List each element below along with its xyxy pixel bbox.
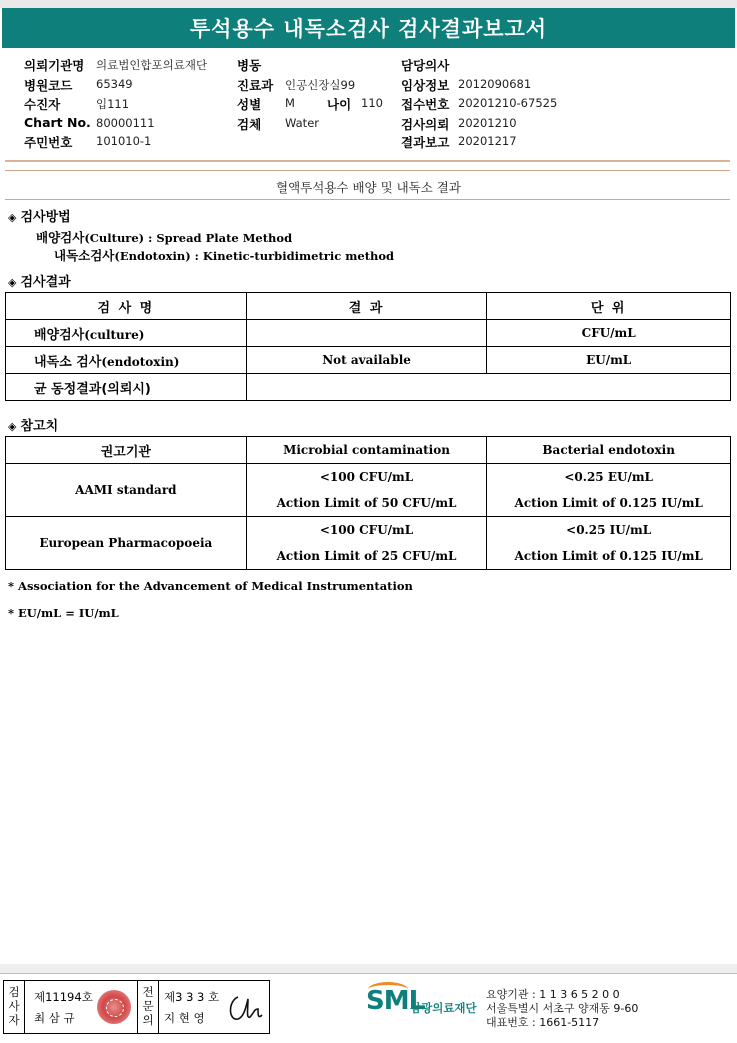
info-label: 성별 xyxy=(237,97,262,112)
column-header: 단 위 xyxy=(487,293,731,320)
divider xyxy=(5,199,730,200)
info-label: 검체 xyxy=(237,117,262,132)
expert-label-text: 전문의 xyxy=(142,985,154,1027)
info-value: 80000111 xyxy=(96,116,155,130)
info-label: 임상정보 xyxy=(401,78,450,93)
diamond-icon: ◈ xyxy=(8,276,17,289)
test-name-cell xyxy=(6,320,247,347)
reference-section-title xyxy=(8,415,58,434)
info-value: 110 xyxy=(361,96,383,110)
info-label: 의뢰기관명 xyxy=(24,58,85,73)
info-label: 접수번호 xyxy=(401,97,450,112)
footer-line: 대표번호 : 1661-5117 xyxy=(486,1016,600,1029)
sml-logo xyxy=(366,986,477,1016)
info-label: 주민번호 xyxy=(24,135,73,150)
result-cell xyxy=(246,374,730,401)
tester-label xyxy=(4,981,24,1033)
limit-value: <100 CFU/mL xyxy=(319,523,414,537)
table-row xyxy=(6,374,731,401)
divider xyxy=(158,981,159,1033)
column-header: Microbial contamination xyxy=(246,437,487,464)
info-label: 병원코드 xyxy=(24,78,73,93)
expert-license: 제3 3 3 호 xyxy=(164,990,220,1004)
expert-label xyxy=(138,981,158,1033)
report-heading: 혈액투석용수 배양 및 내독소 결과 xyxy=(276,180,461,195)
info-label: 병동 xyxy=(237,58,262,73)
info-label: 진료과 xyxy=(237,78,274,93)
table-row xyxy=(6,517,731,570)
culture-method xyxy=(36,228,292,246)
bottom-strip xyxy=(0,964,737,973)
footnote: * Association for the Advancement of Medical Instrumentation xyxy=(8,579,413,593)
result-cell: Not available xyxy=(246,347,487,374)
logo-org-name: 삼광의료재단 xyxy=(410,1001,477,1015)
results-table xyxy=(5,292,731,401)
column-header: 권고기관 xyxy=(6,437,247,464)
info-label: 검사의뢰 xyxy=(401,117,450,132)
micro-cell xyxy=(246,464,487,517)
expert-name: 지 현 영 xyxy=(164,1011,205,1025)
info-label: Chart No. xyxy=(24,115,91,130)
info-label: 담당의사 xyxy=(401,58,450,73)
test-name-cell xyxy=(6,374,247,401)
footer-address xyxy=(486,988,638,1030)
info-value: M xyxy=(285,96,295,110)
column-header: 검 사 명 xyxy=(6,293,247,320)
footnote: * EU/mL = IU/mL xyxy=(8,606,119,620)
endotoxin-method xyxy=(54,246,394,264)
tester-name: 최 삼 규 xyxy=(34,1011,75,1025)
method-label: 내독소검사 xyxy=(54,248,115,263)
info-label: 나이 xyxy=(327,97,352,112)
test-name-ko: 내독소 검사 xyxy=(34,354,102,370)
diamond-icon: ◈ xyxy=(8,211,17,224)
info-value: Water xyxy=(285,116,319,130)
table-header-row xyxy=(6,293,731,320)
divider xyxy=(24,981,25,1033)
signature-box xyxy=(3,980,270,1034)
result-cell xyxy=(246,320,487,347)
limit-value: <0.25 IU/mL xyxy=(566,523,652,537)
divider xyxy=(0,973,737,974)
info-value: 2012090681 xyxy=(458,77,532,91)
footer-line: 서울특별시 서초구 양재동 9-60 xyxy=(486,1002,639,1015)
test-name-ko: 배양검사 xyxy=(34,327,85,343)
info-value: 101010-1 xyxy=(96,134,152,148)
micro-cell xyxy=(246,517,487,570)
table-header-row xyxy=(6,437,731,464)
handwritten-signature xyxy=(224,987,266,1027)
info-label: 결과보고 xyxy=(401,135,450,150)
info-value: 인공신장실99 xyxy=(285,78,356,92)
divider xyxy=(5,160,730,162)
org-cell: European Pharmacopoeia xyxy=(6,517,247,570)
endo-cell xyxy=(487,464,731,517)
footer-line: 요양기관 : 1 1 3 6 5 2 0 0 xyxy=(486,988,620,1001)
method-section-title xyxy=(8,206,71,225)
action-limit: Action Limit of 25 CFU/mL xyxy=(276,549,457,563)
seal-stamp xyxy=(97,990,131,1024)
top-strip xyxy=(0,0,737,8)
report-title: 투석용수 내독소검사 검사결과보고서 xyxy=(2,8,735,48)
table-row xyxy=(6,347,731,374)
method-text: (Culture) : Spread Plate Method xyxy=(84,231,293,245)
org-cell: AAMI standard xyxy=(6,464,247,517)
info-value: 20201217 xyxy=(458,134,517,148)
tester-label-text: 검사자 xyxy=(8,985,20,1027)
section-title-text: 참고치 xyxy=(20,419,59,434)
column-header: 결 과 xyxy=(246,293,487,320)
test-name-ko: 균 동정결과(의뢰시) xyxy=(34,381,151,397)
action-limit: Action Limit of 50 CFU/mL xyxy=(276,496,457,510)
reference-table xyxy=(5,436,731,570)
unit-cell: CFU/mL xyxy=(487,320,731,347)
patient-info xyxy=(0,52,737,160)
table-row xyxy=(6,320,731,347)
test-name-cell xyxy=(6,347,247,374)
logo-swoosh xyxy=(368,982,408,997)
test-name-en: (culture) xyxy=(84,327,145,342)
table-row xyxy=(6,464,731,517)
column-header: Bacterial endotoxin xyxy=(487,437,731,464)
results-section-title xyxy=(8,271,71,290)
method-label: 배양검사 xyxy=(36,230,85,245)
divider xyxy=(5,170,730,171)
action-limit: Action Limit of 0.125 IU/mL xyxy=(514,549,703,563)
info-value: 의료법인합포의료재단 xyxy=(96,58,208,72)
info-label: 수진자 xyxy=(24,97,61,112)
diamond-icon: ◈ xyxy=(8,420,17,433)
section-title-text: 검사결과 xyxy=(20,275,71,290)
logo-text: SML xyxy=(366,986,425,1016)
info-value: 입111 xyxy=(96,97,130,111)
info-value: 20201210-67525 xyxy=(458,96,558,110)
tester-license: 제11194호 xyxy=(34,990,93,1004)
test-name-en: (endotoxin) xyxy=(101,354,180,369)
limit-value: <100 CFU/mL xyxy=(319,470,414,484)
info-value: 20201210 xyxy=(458,116,517,130)
action-limit: Action Limit of 0.125 IU/mL xyxy=(514,496,703,510)
method-text: (Endotoxin) : Kinetic-turbidimetric method xyxy=(114,249,395,263)
unit-cell: EU/mL xyxy=(487,347,731,374)
info-value: 65349 xyxy=(96,77,133,91)
limit-value: <0.25 EU/mL xyxy=(564,470,653,484)
endo-cell xyxy=(487,517,731,570)
section-title-text: 검사방법 xyxy=(20,210,71,225)
